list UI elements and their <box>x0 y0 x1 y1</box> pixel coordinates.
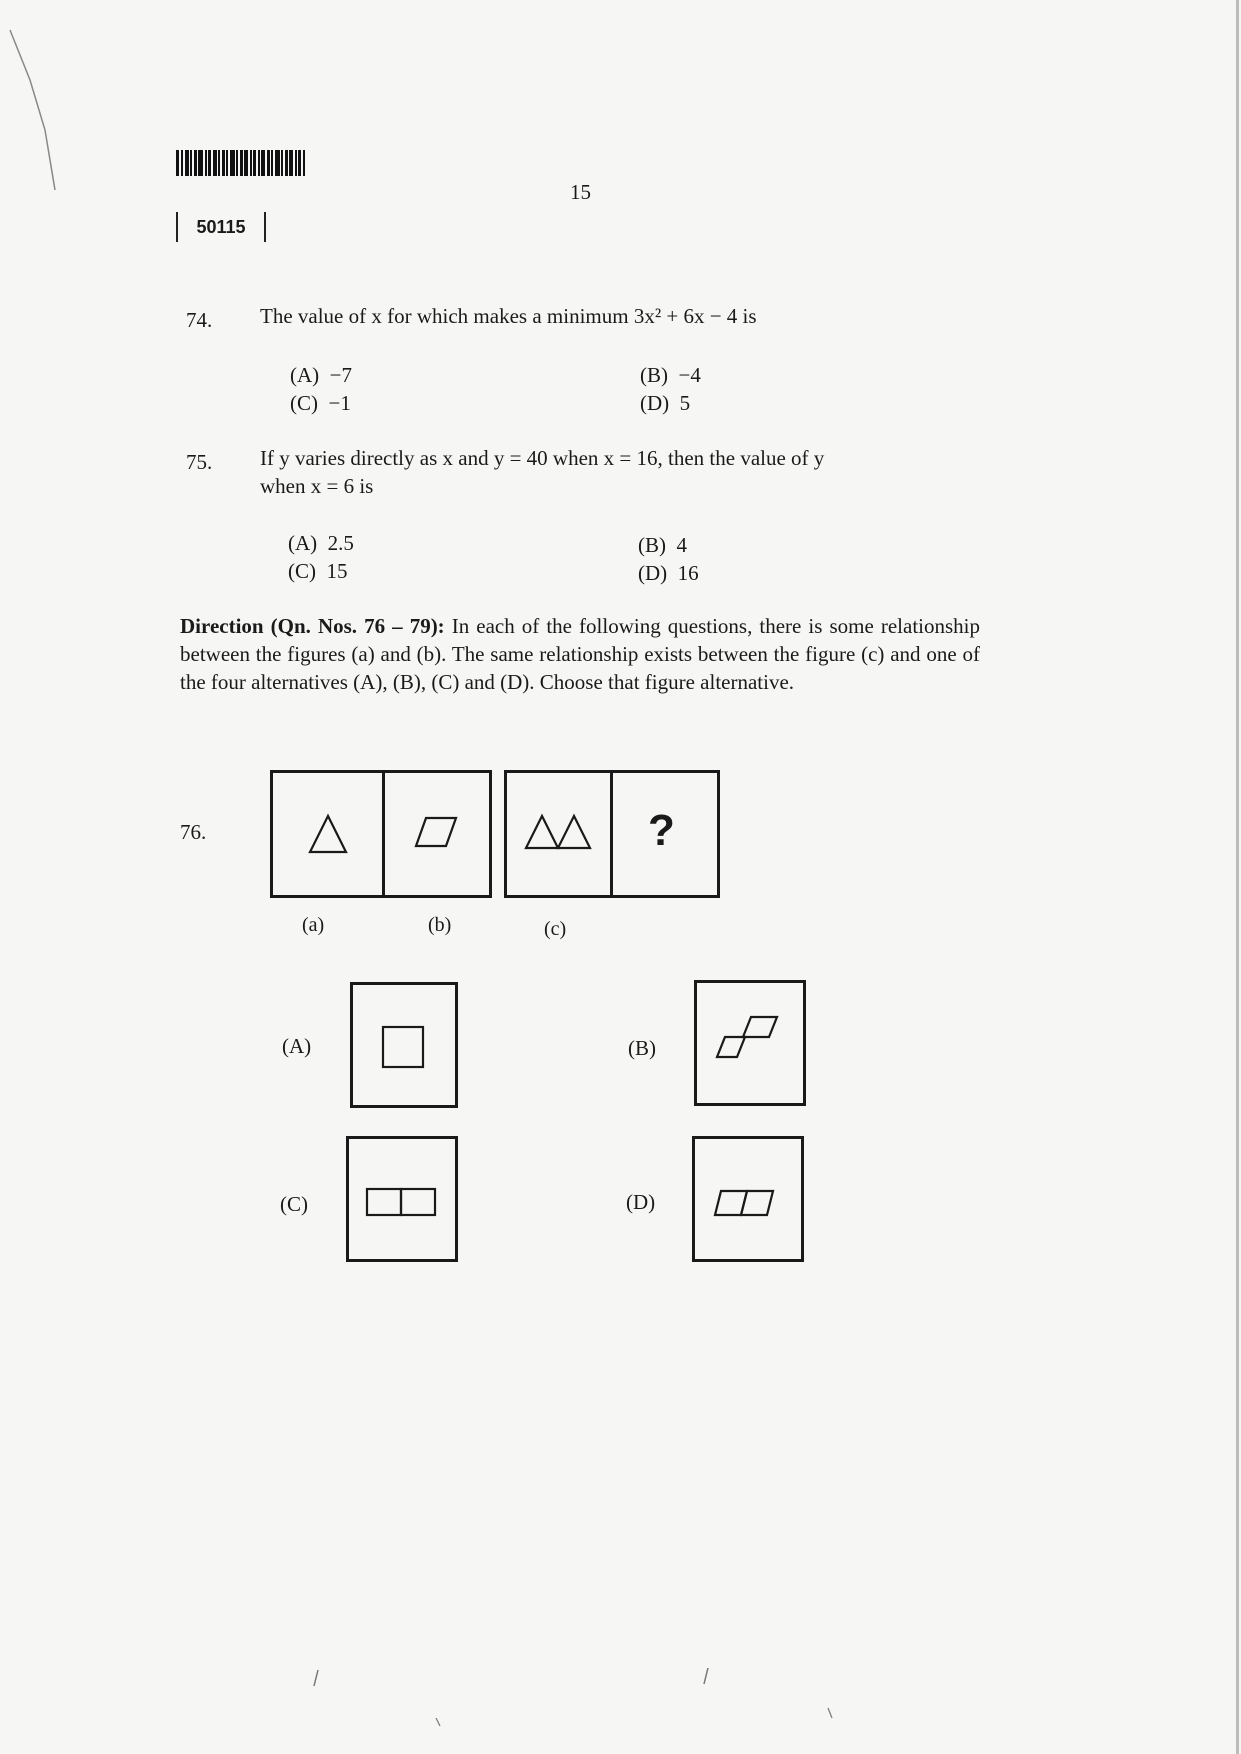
scan-edge <box>1236 0 1239 1754</box>
alternative-label-b: (B) <box>628 1036 656 1060</box>
option-b[interactable] <box>640 362 701 388</box>
two-squares-figure <box>349 1139 455 1259</box>
option-label: (D) <box>638 561 668 585</box>
figure-label-c: (c) <box>544 918 567 940</box>
page-number: 15 <box>570 180 591 204</box>
question-text: The value of x for which makes a minimum 3x² + 6x − 4 is <box>260 304 757 328</box>
alternative-label-a: (A) <box>282 1034 312 1058</box>
figure-divider <box>382 773 385 895</box>
question-number: 74. <box>186 308 213 332</box>
option-a[interactable] <box>288 530 354 556</box>
option-d[interactable] <box>638 560 699 586</box>
question-text-line1: If y varies directly as x and y = 40 when x = 16, then the value of y <box>260 446 825 470</box>
option-value: 4 <box>676 533 687 557</box>
option-label: (C) <box>290 391 318 415</box>
two-parallelograms-figure <box>695 1139 801 1259</box>
barcode <box>176 150 324 176</box>
option-c[interactable] <box>288 558 348 584</box>
option-b[interactable] <box>638 532 687 558</box>
question-number: 76. <box>180 820 207 844</box>
option-value: 16 <box>677 561 699 585</box>
option-d[interactable] <box>640 390 690 416</box>
option-value: −7 <box>329 363 352 387</box>
option-a[interactable] <box>290 362 352 388</box>
direction-heading: Direction (Qn. Nos. 76 – 79): <box>180 614 445 638</box>
figure-divider <box>610 773 613 895</box>
question-mark: ? <box>648 806 675 855</box>
stacked-parallelograms-figure <box>697 983 803 1103</box>
alternative-label-d: (D) <box>626 1190 656 1214</box>
option-label: (B) <box>638 533 666 557</box>
scan-streak <box>0 0 80 260</box>
alternative-c[interactable] <box>346 1136 458 1262</box>
alternative-d[interactable] <box>692 1136 804 1262</box>
option-value: −4 <box>678 363 701 387</box>
option-label: (B) <box>640 363 668 387</box>
square-figure <box>353 985 455 1105</box>
figure-label-b: (b) <box>428 914 452 936</box>
option-label: (C) <box>288 559 316 583</box>
direction-text: In each of the following questions, there is some relationship between the figures (a) and (b). The same relationship exists between the figure (c) and one of the four alternatives (A), (B), (C) and (D). Choose that figure alternative. <box>180 614 981 694</box>
option-label: (A) <box>288 531 318 555</box>
option-value: −1 <box>328 391 351 415</box>
figure-label-a: (a) <box>302 914 325 936</box>
paper-code: 50115 <box>176 212 266 242</box>
question-text-line2: when x = 6 is <box>260 474 374 498</box>
alternative-a[interactable] <box>350 982 458 1108</box>
triangle-figure <box>300 810 360 860</box>
option-label: (D) <box>640 391 670 415</box>
alternative-label-c: (C) <box>280 1192 308 1216</box>
scan-marks <box>300 1668 860 1728</box>
direction-paragraph <box>180 612 980 696</box>
two-triangles-figure <box>524 810 604 860</box>
question-number: 75. <box>186 450 213 474</box>
alternative-b[interactable] <box>694 980 806 1106</box>
option-value: 5 <box>679 391 691 415</box>
parallelogram-figure <box>408 812 468 852</box>
option-value: 15 <box>326 559 348 583</box>
option-value: 2.5 <box>327 531 354 555</box>
option-label: (A) <box>290 363 320 387</box>
option-c[interactable] <box>290 390 351 416</box>
